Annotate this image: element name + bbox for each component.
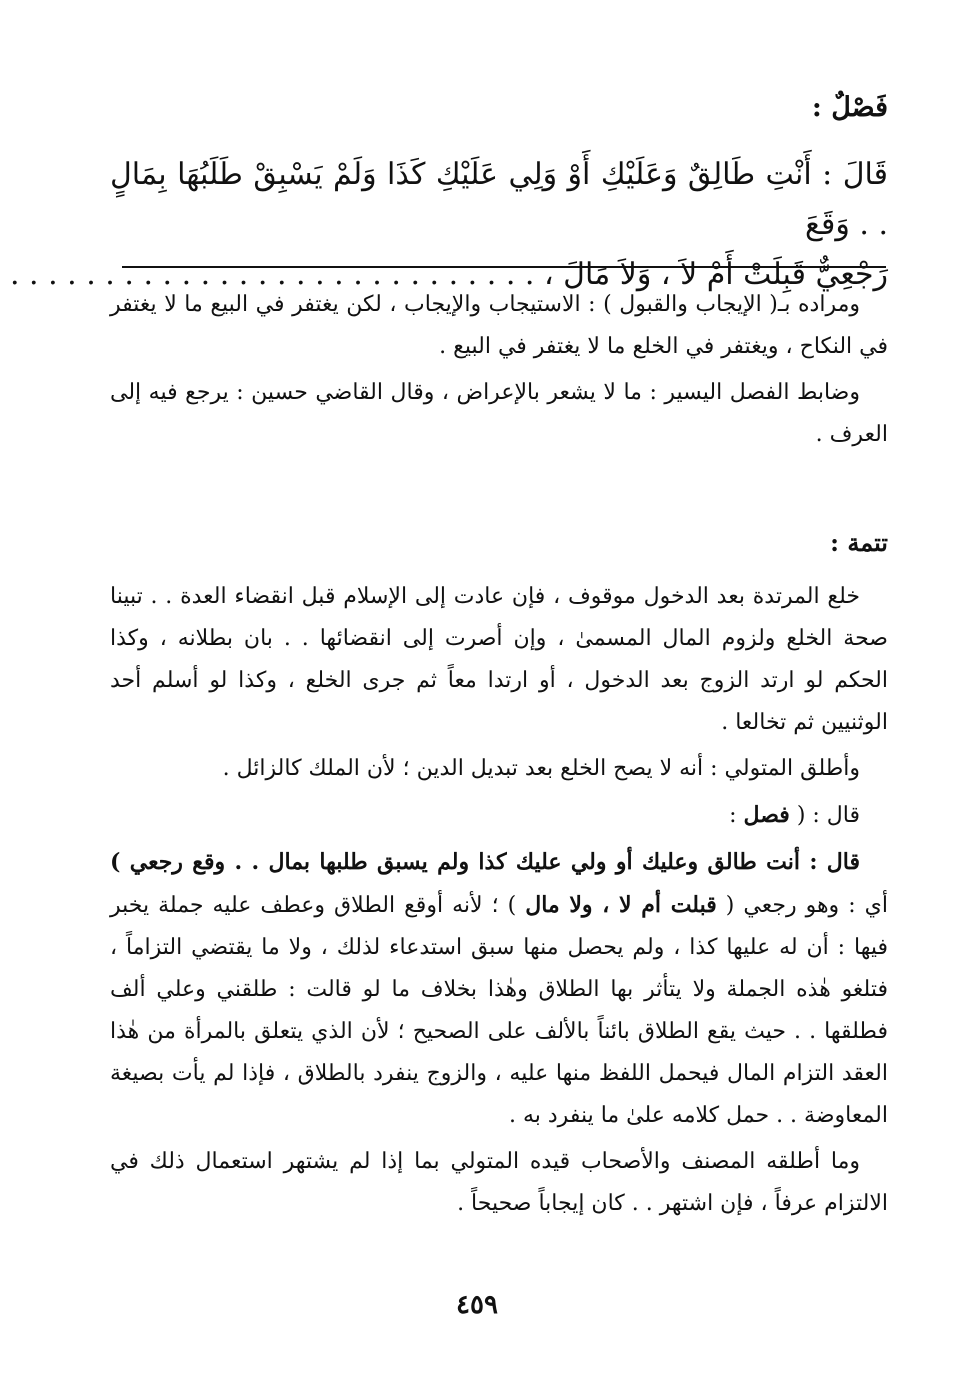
qala-bold: فصل	[743, 802, 790, 828]
mutawalli-text: وأطلق المتولي : أنه لا يصح الخلع بعد تبديل الدين ؛ لأن الملك كالزائل .	[222, 756, 860, 781]
footnote-paragraph-2	[110, 372, 888, 456]
main-prefix: أي : وهو رجعي (	[725, 893, 888, 918]
main-bold-text: قال : أنت طالق وعليك أو ولي عليك كذا ولم يسبق طلبها بمال . . وقع رجعي )	[110, 849, 860, 875]
last-paragraph-text: وما أطلقه المصنف والأصحاب قيده المتولي بما إذا لم يشتهر استعمال ذلك في الالتزام عرفاً ، فإن اشتهر . . كان إيجاباً صحيحاً .	[110, 1149, 888, 1216]
matn-line-1: قَالَ : أَنْتِ طَالِقٌ وَعَلَيْكِ أَوْ وَلِي عَلَيْكِ كَذَا وَلَمْ يَسْبِقْ طَلَبُهَا بِمَالٍ . . وَقَعَ	[110, 157, 888, 242]
tatimma-heading: تتمة :	[830, 528, 888, 557]
commentary-block	[110, 576, 888, 1225]
qala-prefix: قال : (	[796, 803, 860, 828]
footnote-paragraph-1	[110, 284, 888, 368]
footnote-divider	[122, 266, 886, 268]
matn-line-2: رَجْعِيٌّ قَبِلَتْ أَمْ لاَ ، وَلاَ مَالَ ، . . . . . . . . . . . . . . . . . . . . . . . . . . . .	[9, 257, 888, 292]
last-paragraph	[110, 1141, 888, 1225]
footnote-block	[110, 284, 888, 456]
main-rest-text: ) ؛ لأنه أوقع الطلاق وعطف عليه جملة يخبر فيها : أن له عليها كذا ، ولم يحصل منها سبق استدعاء لذلك ، ولا ما يقتضي التزاماً ، فتلغو هٰذه الجملة ولا يتأثر بها الطلاق وهٰذا بخلاف ما لو قالت : طلقني وعلي ألف فطلقها . . حيث يقع الطلاق بائناً بالألف على الصحيح ؛ لأن الذي يتعلق بالمرأة من هٰذا العقد التزام المال فيحمل اللفظ منها عليه ، والزوج ينفرد بالطلاق ، فإذا لم يأت بصيغة المعاوضة . . حمل كلامه علىٰ ما ينفرد به .	[110, 893, 888, 1128]
tatimma-text: خلع المرتدة بعد الدخول موقوف ، فإن عادت إلى الإسلام قبل انقضاء العدة . . تبينا صحة الخلع ولزوم المال المسمىٰ ، وإن أصرت إلى انقضائها . . بان بطلانه ، وكذا الحكم لو ارتد الزوج بعد الدخول ، أو ارتدا معاً ثم جرى الخلع ، وكذا لو أسلم أحد الوثنيين ثم تخالعا .	[110, 584, 888, 735]
page-number: ٤٥٩	[456, 1290, 498, 1320]
qala-suffix: :	[729, 803, 737, 828]
main-bold-text-2: قبلت أم لا ، ولا مال	[525, 892, 717, 918]
matn-block	[9, 150, 888, 300]
section-heading: فَصْلٌ :	[811, 92, 888, 123]
footnote-text-2: وضابط الفصل اليسير : ما لا يشعر بالإعراض ، وقال القاضي حسين : يرجع فيه إلى العرف .	[110, 380, 888, 447]
main-commentary-paragraph	[110, 841, 888, 1137]
mutawalli-paragraph	[110, 748, 888, 790]
qala-fasl-line	[110, 794, 888, 837]
footnote-text-1: ومراده بـ( الإيجاب والقبول ) : الاستيجاب والإيجاب ، لكن يغتفر في البيع ما لا يغتفر في النكاح ، ويغتفر في الخلع ما لا يغتفر في البيع .	[110, 292, 888, 359]
tatimma-paragraph	[110, 576, 888, 744]
